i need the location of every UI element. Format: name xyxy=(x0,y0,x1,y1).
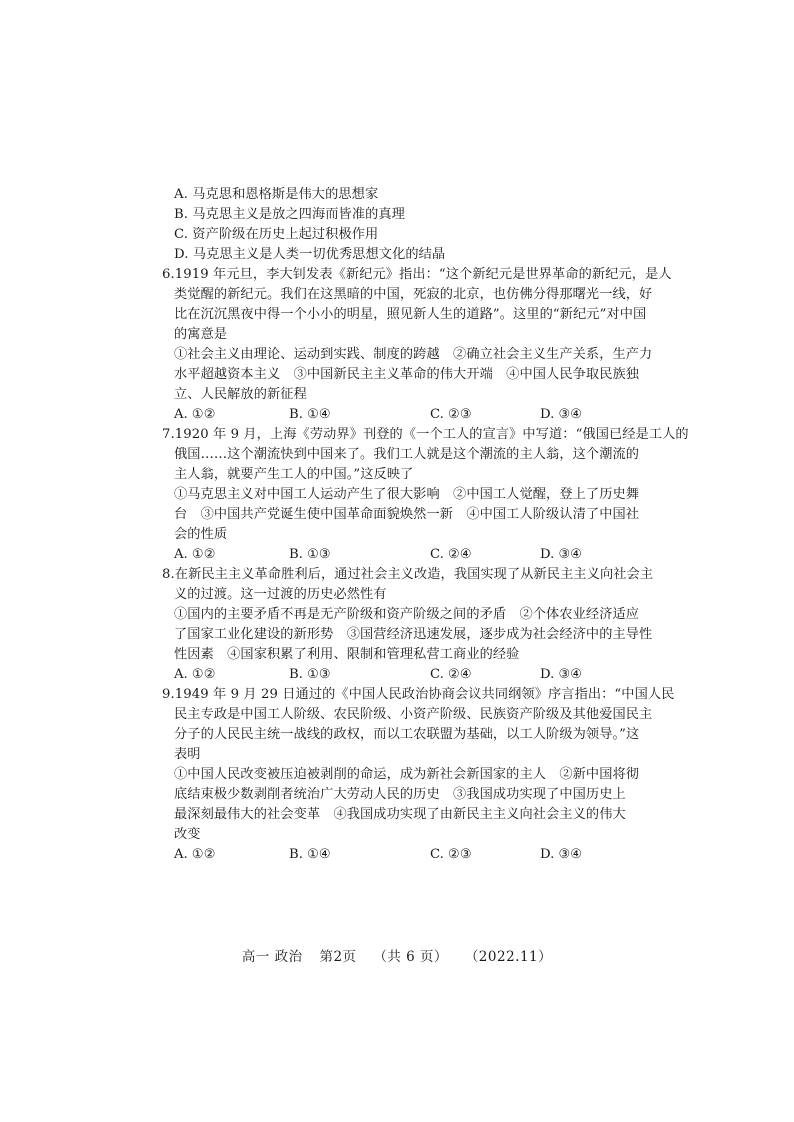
q6-statement-line: ①社会主义由理论、运动到实践、制度的跨越 ②确立社会主义生产关系，生产力 xyxy=(174,347,653,362)
q6-stem-line: 的寓意是 xyxy=(174,327,228,342)
q7-option-a: A. ①② xyxy=(174,547,216,562)
q7-stem-line: 7.1920 年 9 月，上海《劳动界》刊登的《一个工人的宣言》中写道：“俄国已经是工人的 xyxy=(162,427,689,442)
q7-statement-line: 台 ③中国共产党诞生使中国革命面貌焕然一新 ④中国工人阶级认清了中国社 xyxy=(174,507,640,522)
q8-stem-line: 义的过渡。这一过渡的历史必然性有 xyxy=(174,587,387,602)
q9-stem-line: 民主专政是中国工人阶级、农民阶级、小资产阶级、民族资产阶级及其他爱国民主 xyxy=(174,707,653,722)
q7-option-c: C. ②④ xyxy=(430,547,472,562)
q9-statement-line: ①中国人民改变被压迫被剥削的命运，成为新社会新国家的主人 ②新中国将彻 xyxy=(174,767,640,782)
q8-option-c: C. ②④ xyxy=(430,667,472,682)
q7-option-d: D. ③④ xyxy=(540,547,583,562)
q6-option-d: D. ③④ xyxy=(540,407,583,422)
footer-page-number: 第2页 xyxy=(319,949,357,965)
q8-option-d: D. ③④ xyxy=(540,667,583,682)
q7-option-b: B. ①③ xyxy=(289,547,331,562)
q8-statement-line: 了国家工业化建设的新形势 ③国营经济迅速发展，逐步成为社会经济中的主导性 xyxy=(174,627,653,642)
q8-stem-line: 8.在新民主主义革命胜利后，通过社会主义改造，我国实现了从新民主主义向社会主 xyxy=(162,567,654,582)
q9-option-b: B. ①④ xyxy=(289,847,331,862)
page-footer xyxy=(0,945,794,965)
q7-statement-line: 会的性质 xyxy=(174,527,228,542)
q9-option-d: D. ③④ xyxy=(540,847,583,862)
q5-option-b: B. 马克思主义是放之四海而皆准的真理 xyxy=(174,207,405,222)
q7-stem-line: 俄国……这个潮流快到中国来了。我们工人就是这个潮流的主人翁，这个潮流的 xyxy=(174,447,640,462)
q9-statement-line: 底结束极少数剥削者统治广大劳动人民的历史 ③我国成功实现了中国历史上 xyxy=(174,787,626,802)
q9-stem-line: 9.1949 年 9 月 29 日通过的《中国人民政治协商会议共同纲领》序言指出：“中国人民 xyxy=(162,687,675,702)
q7-statement-line: ①马克思主义对中国工人运动产生了很大影响 ②中国工人觉醒，登上了历史舞 xyxy=(174,487,640,502)
q9-statement-line: 最深刻最伟大的社会变革 ④我国成功实现了由新民主主义向社会主义的伟大 xyxy=(174,807,626,822)
q6-statement-line: 立、人民解放的新征程 xyxy=(174,387,307,402)
footer-subject: 高一 政治 xyxy=(241,949,303,965)
q9-option-c: C. ②③ xyxy=(430,847,472,862)
q6-statement-line: 水平超越资本主义 ③中国新民主主义革命的伟大开端 ④中国人民争取民族独 xyxy=(174,367,640,382)
q8-statement-line: ①国内的主要矛盾不再是无产阶级和资产阶级之间的矛盾 ②个体农业经济适应 xyxy=(174,607,640,622)
q5-option-d: D. 马克思主义是人类一切优秀思想文化的结晶 xyxy=(174,247,446,262)
footer-date: （2022.11） xyxy=(464,949,553,965)
q9-statement-line: 改变 xyxy=(174,827,201,842)
q8-statement-line: 性因素 ④国家积累了利用、限制和管理私营工商业的经验 xyxy=(174,647,520,662)
q5-option-a: A. 马克思和恩格斯是伟大的思想家 xyxy=(174,187,379,202)
q9-stem-line: 表明 xyxy=(174,747,201,762)
footer-total-pages: （共 6 页） xyxy=(373,949,449,965)
q6-stem-line: 比在沉沉黑夜中得一个小小的明星，照见新人生的道路”。这里的“新纪元”对中国 xyxy=(174,307,647,322)
q6-option-a: A. ①② xyxy=(174,407,216,422)
q6-stem-line: 6.1919 年元旦，李大钊发表《新纪元》指出：“这个新纪元是世界革命的新纪元，是人 xyxy=(162,267,672,282)
q6-option-c: C. ②③ xyxy=(430,407,472,422)
q8-option-a: A. ①② xyxy=(174,667,216,682)
q9-stem-line: 分子的人民民主统一战线的政权，而以工农联盟为基础，以工人阶级为领导。”这 xyxy=(174,727,640,742)
q6-stem-line: 类觉醒的新纪元。我们在这黑暗的中国，死寂的北京，也仿佛分得那曙光一线，好 xyxy=(174,287,653,302)
q5-option-c: C. 资产阶级在历史上起过积极作用 xyxy=(174,227,379,242)
q7-stem-line: 主人翁，就要产生工人的中国。”这反映了 xyxy=(174,467,414,482)
q8-option-b: B. ①③ xyxy=(289,667,331,682)
q9-option-a: A. ①② xyxy=(174,847,216,862)
q6-option-b: B. ①④ xyxy=(289,407,331,422)
